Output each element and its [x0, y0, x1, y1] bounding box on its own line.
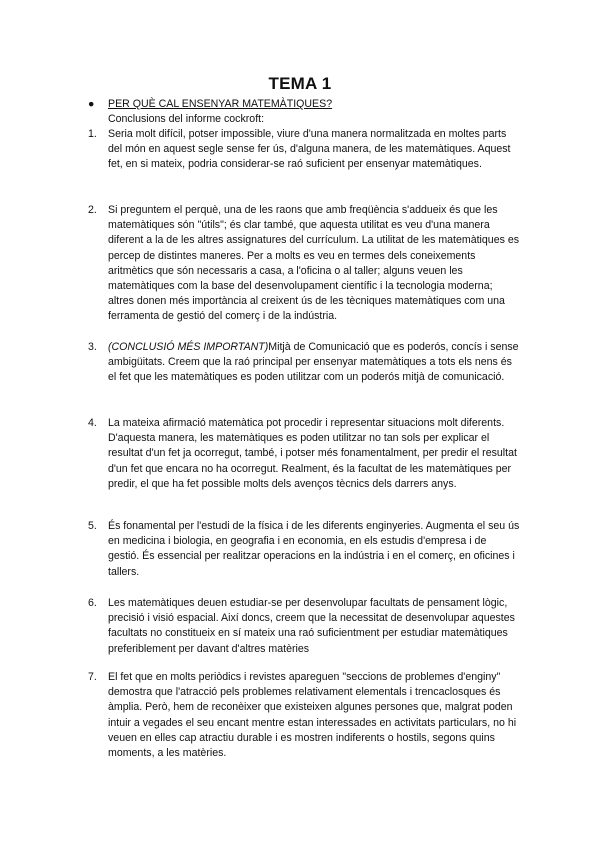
list-number: 7. [88, 671, 97, 683]
list-item-4 [88, 416, 520, 492]
list-text: Si preguntem el perquè, una de les raons que amb freqüència s'addueix és que les matemàtiques són "útils"; és clar també, que aquesta utilitat es veu d'una manera diferent a la de les altres assignatures del currículum. La utilitat de les matemàtiques es percep de distintes maneres. Per a molts es veu en termes dels coneixements aritmètics que són necessaris a casa, a l'oficina o al taller; alguns veuen les matemàtiques com la base del desenvolupament científic i la tecnologia moderna; altres donen més importància al creixent ús de les tècniques matemàtiques com una ferramenta de gestió del comerç i de la indústria. [108, 204, 520, 323]
list-number: 5. [88, 520, 97, 532]
list-text: Les matemàtiques deuen estudiar-se per desenvolupar facultats de pensament lògic, precisió i visió espacial. Així doncs, creem que la necessitat de desenvolupar aquestes facultats no constitueix en sí mateix una raó suficientment per estudiar matemàtiques preferiblement per davant d'altres matèries [108, 597, 515, 655]
list-text: La mateixa afirmació matemàtica pot procedir i representar situacions molt diferents. D'aquesta manera, les matemàtiques es poden utilitzar no tan sols per explicar el resultat d'un fet ja ocorregut, també, i potser més fonamentalment, per predir el resultat d'un fet que encara no ha ocorregut. Realment, és la facultat de les matemàtiques per predir, el que ha fet possible molts dels avenços tècnics dels darrers anys. [108, 417, 517, 490]
list-item-6 [88, 596, 520, 657]
list-number: 2. [88, 204, 97, 216]
list-item-3 [88, 340, 520, 386]
bullet-icon: ● [88, 98, 95, 110]
page-title: TEMA 1 [268, 74, 332, 93]
list-item-7 [88, 670, 520, 761]
list-item-1 [88, 127, 520, 173]
list-text: Seria molt difícil, potser impossible, viure d'una manera normalitzada en moltes parts del món en aquest segle sense fer ús, d'alguna manera, de les matemàtiques. Aquest fet, en si mateix, podria considerar-se raó suficient per ensenyar matemàtiques. [108, 128, 511, 171]
list-number: 3. [88, 341, 97, 353]
section-subtitle: Conclusions del informe cockroft: [108, 113, 265, 125]
list-text: El fet que en molts periòdics i revistes apareguen "seccions de problemes d'enginy" demostra que l'atracció pels problemes relativament elementals i trencaclosques és àmplia. Però, hem de reconèixer que existeixen algunes persones que, malgrat poden intuir a vegades el seu encant mentre estan interessades en activitats particulars, no hi veuen en elles cap atractiu durable i es mostren indiferents o hostils, segons quins moments, a les matèries. [108, 671, 517, 760]
emphasis-text: (CONCLUSIÓ MÉS IMPORTANT) [108, 341, 269, 353]
list-text: És fonamental per l'estudi de la física i de les diferents enginyeries. Augmenta el seu ús en medicina i biologia, en geografia i en economia, en els estudis d'empresa i de gestió. És essencial per realitzar operacions en la indústria i en el comerç, en oficines i tallers. [108, 520, 520, 578]
section-heading-text: PER QUÈ CAL ENSENYAR MATEMÀTIQUES? [108, 98, 333, 110]
list-number: 1. [88, 128, 97, 140]
list-item-2 [88, 203, 520, 325]
list-text [108, 340, 520, 386]
list-text-rest: Mitjà de Comunicació que es poderós, concís i sense ambigüitats. Creem que la raó principal per ensenyar matemàtiques a tots els nens és el fet que les matemàtiques es poden utilitzar com un poderós mitjà de comunicació. [108, 341, 519, 384]
list-number: 6. [88, 597, 97, 609]
list-number: 4. [88, 417, 97, 429]
list-item-5 [88, 519, 520, 580]
